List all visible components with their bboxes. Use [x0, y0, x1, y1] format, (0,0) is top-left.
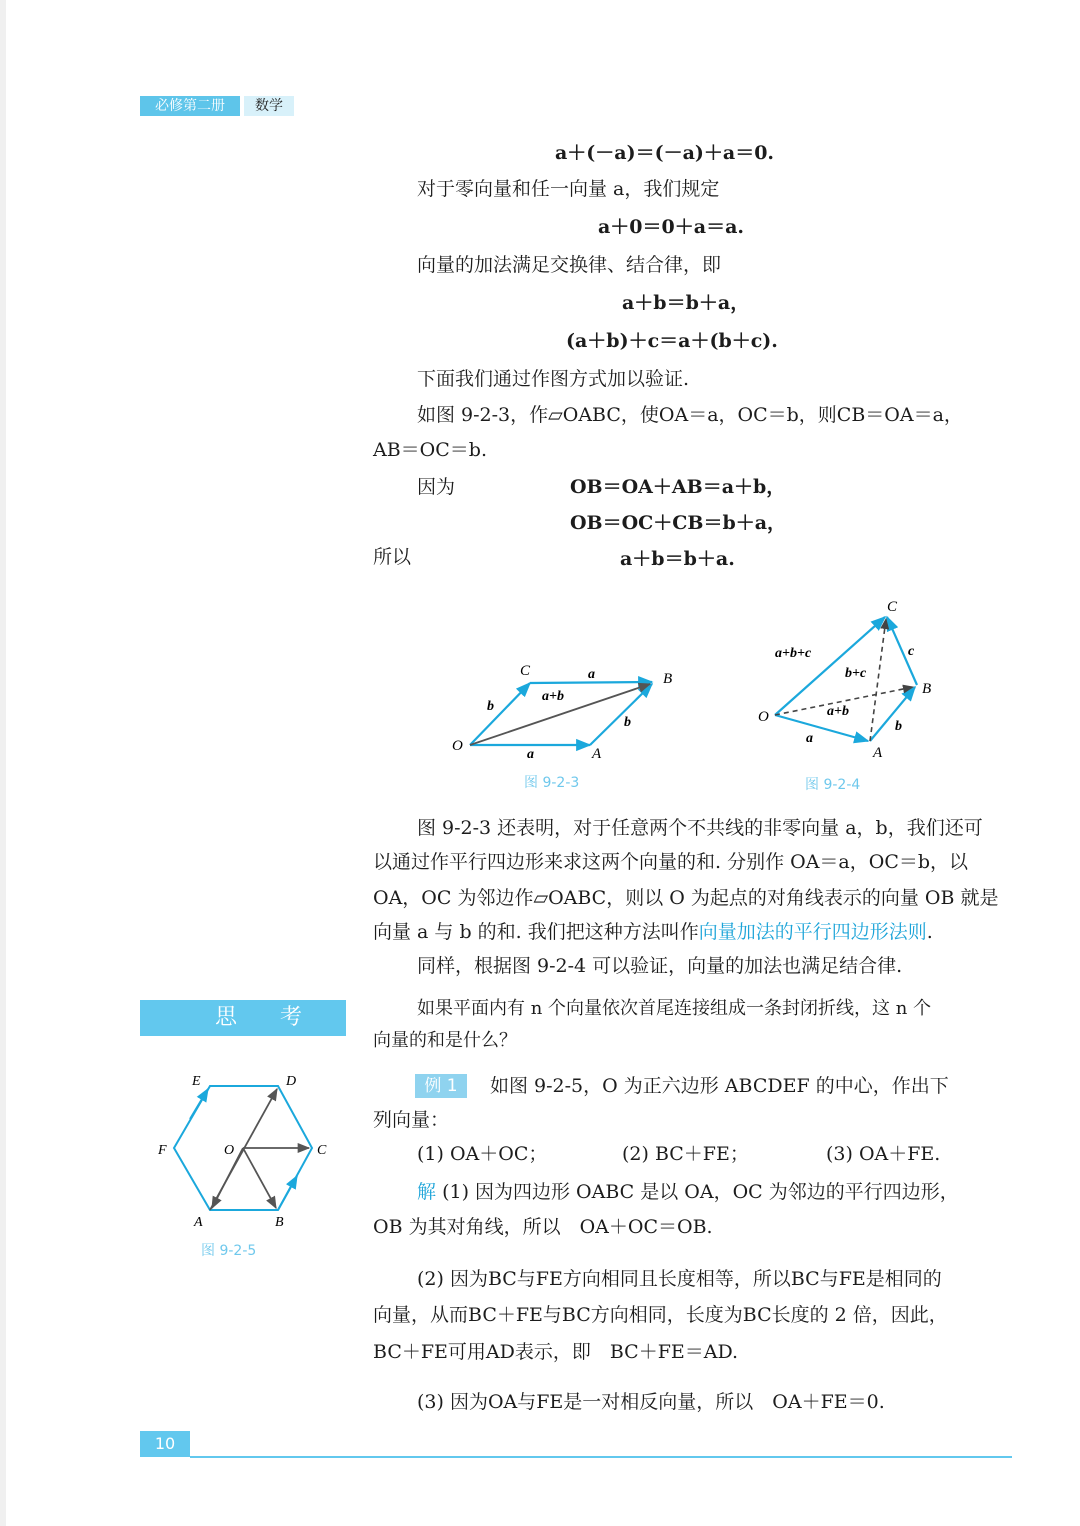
- label-vec-b: b: [895, 719, 902, 734]
- vector-a: [775, 715, 868, 741]
- label-o: O: [224, 1143, 235, 1158]
- solution-2-line-3: BC＋FE可用AD表示，即 BC＋FE＝AD.: [373, 1341, 739, 1363]
- footer-rule: [190, 1456, 1012, 1458]
- label-o: O: [452, 738, 463, 754]
- header-book-title: 必修第二册: [140, 96, 240, 116]
- parallelogram-rule-term: 向量加法的平行四边形法则: [698, 921, 927, 943]
- vector-b-plus-c: [870, 619, 886, 741]
- label-b-left: b: [487, 699, 494, 714]
- label-a-bottom: a: [527, 747, 534, 762]
- equation-ob-cb: OB＝OC＋CB＝b＋a，: [570, 512, 787, 534]
- text-zero-vector: 对于零向量和任一向量 a，我们规定: [417, 178, 720, 200]
- label-c: C: [520, 663, 531, 679]
- example-label: 例 1: [415, 1074, 467, 1098]
- text-para-4-pre: 向量 a 与 b 的和. 我们把这种方法叫作: [373, 921, 699, 943]
- caption-9-2-5: 图 9-2-5: [201, 1243, 257, 1259]
- solution-label: 解: [417, 1181, 437, 1203]
- label-a: A: [873, 745, 883, 761]
- label-b: B: [275, 1215, 284, 1230]
- label-vec-a: a: [806, 731, 813, 746]
- caption-9-2-3: 图 9-2-3: [524, 775, 580, 791]
- solution-2-line-1: (2) 因为BC与FE方向相同且长度相等，所以BC与FE是相同的: [417, 1268, 942, 1290]
- text-figure-construction: 如图 9-2-3，作▱OABC，使OA＝a，OC＝b，则CB＝OA＝a，: [417, 404, 963, 426]
- so-label: 所以: [373, 546, 412, 568]
- vector-fe: [190, 1089, 208, 1119]
- label-a: A: [194, 1215, 203, 1230]
- think-text-2: 向量的和是什么？: [373, 1030, 517, 1051]
- label-f: F: [158, 1143, 167, 1158]
- label-b-right: b: [624, 715, 631, 730]
- example-text-1: 如图 9-2-5，O 为正六边形 ABCDEF 的中心，作出下: [490, 1075, 949, 1097]
- label-b-plus-c: b+c: [845, 666, 867, 681]
- text-para-4: [373, 919, 933, 945]
- page-number: 10: [140, 1431, 190, 1457]
- text-verify: 下面我们通过作图方式加以验证.: [417, 368, 690, 390]
- label-vec-c: c: [908, 644, 915, 659]
- label-e: E: [192, 1074, 201, 1089]
- label-a-top: a: [588, 667, 595, 682]
- label-a: A: [592, 746, 602, 762]
- label-a-plus-b: a+b: [827, 704, 849, 719]
- page-edge: [0, 0, 6, 1526]
- label-c: C: [317, 1143, 327, 1158]
- solution-line-2: OB 为其对角线，所以 OA＋OC＝OB.: [373, 1216, 713, 1238]
- label-o: O: [758, 709, 769, 725]
- text-para-1: 图 9-2-3 还表明，对于任意两个不共线的非零向量 a，b，我们还可: [417, 817, 983, 839]
- solution-2-line-2: 向量，从而BC＋FE与BC方向相同，长度为BC长度的 2 倍，因此，: [373, 1304, 948, 1326]
- label-b: B: [663, 671, 673, 687]
- label-c: C: [887, 599, 898, 615]
- equation-result: a＋b＝b＋a.: [620, 548, 735, 570]
- figure-9-2-3: [440, 640, 700, 770]
- caption-9-2-4: 图 9-2-4: [805, 777, 861, 793]
- equation-ob-ab: OB＝OA＋AB＝a＋b，: [570, 476, 786, 498]
- label-b: B: [922, 681, 932, 697]
- text-para-4-post: .: [926, 921, 933, 943]
- text-associative: 同样，根据图 9-2-4 可以验证，向量的加法也满足结合律.: [417, 955, 903, 977]
- text-figure-construction-cont: AB＝OC＝b.: [373, 439, 488, 461]
- label-a-b-c: a+b+c: [775, 646, 812, 661]
- equation-commutative: a＋b＝b＋a，: [622, 292, 750, 314]
- example-item-3: (3) OA＋FE.: [826, 1143, 941, 1165]
- figure-9-2-5: [150, 1068, 340, 1238]
- think-text-1: 如果平面内有 n 个向量依次首尾连接组成一条封闭折线，这 n 个: [417, 998, 932, 1019]
- example-text-2: 列向量：: [373, 1109, 450, 1131]
- solution-1-text: (1) 因为四边形 OABC 是以 OA，OC 为邻边的平行四边形，: [442, 1181, 959, 1203]
- label-d: D: [286, 1074, 297, 1089]
- solution-3-line: (3) 因为OA与FE是一对相反向量，所以 OA＋FE＝0.: [417, 1391, 885, 1413]
- text-para-3: OA，OC 为邻边作▱OABC，则以 O 为起点的对角线表示的向量 OB 就是: [373, 887, 999, 909]
- solution-line-1: [417, 1179, 959, 1205]
- text-para-2: 以通过作平行四边形来求这两个向量的和. 分别作 OA＝a，OC＝b，以: [373, 851, 969, 873]
- equation-zero: a＋0＝0＋a＝a.: [598, 216, 744, 238]
- example-item-1: (1) OA＋OC；: [417, 1143, 548, 1165]
- equation-associative: (a＋b)＋c＝a＋(b＋c).: [566, 330, 778, 352]
- header-subject: 数学: [244, 96, 294, 116]
- vector-bc: [278, 1176, 297, 1210]
- example-item-2: (2) BC＋FE；: [622, 1143, 749, 1165]
- vector-cb: [530, 682, 652, 683]
- text-laws: 向量的加法满足交换律、结合律，即: [417, 254, 722, 276]
- vector-ob: [243, 1148, 276, 1208]
- think-box-title: 思 考: [140, 1000, 346, 1036]
- equation-inverse: a＋(－a)＝(－a)＋a＝0.: [555, 142, 775, 164]
- figure-9-2-4: [750, 595, 950, 765]
- because-label: 因为: [417, 476, 456, 498]
- vector-a-b-c: [775, 617, 885, 715]
- label-a-plus-b: a+b: [542, 689, 564, 704]
